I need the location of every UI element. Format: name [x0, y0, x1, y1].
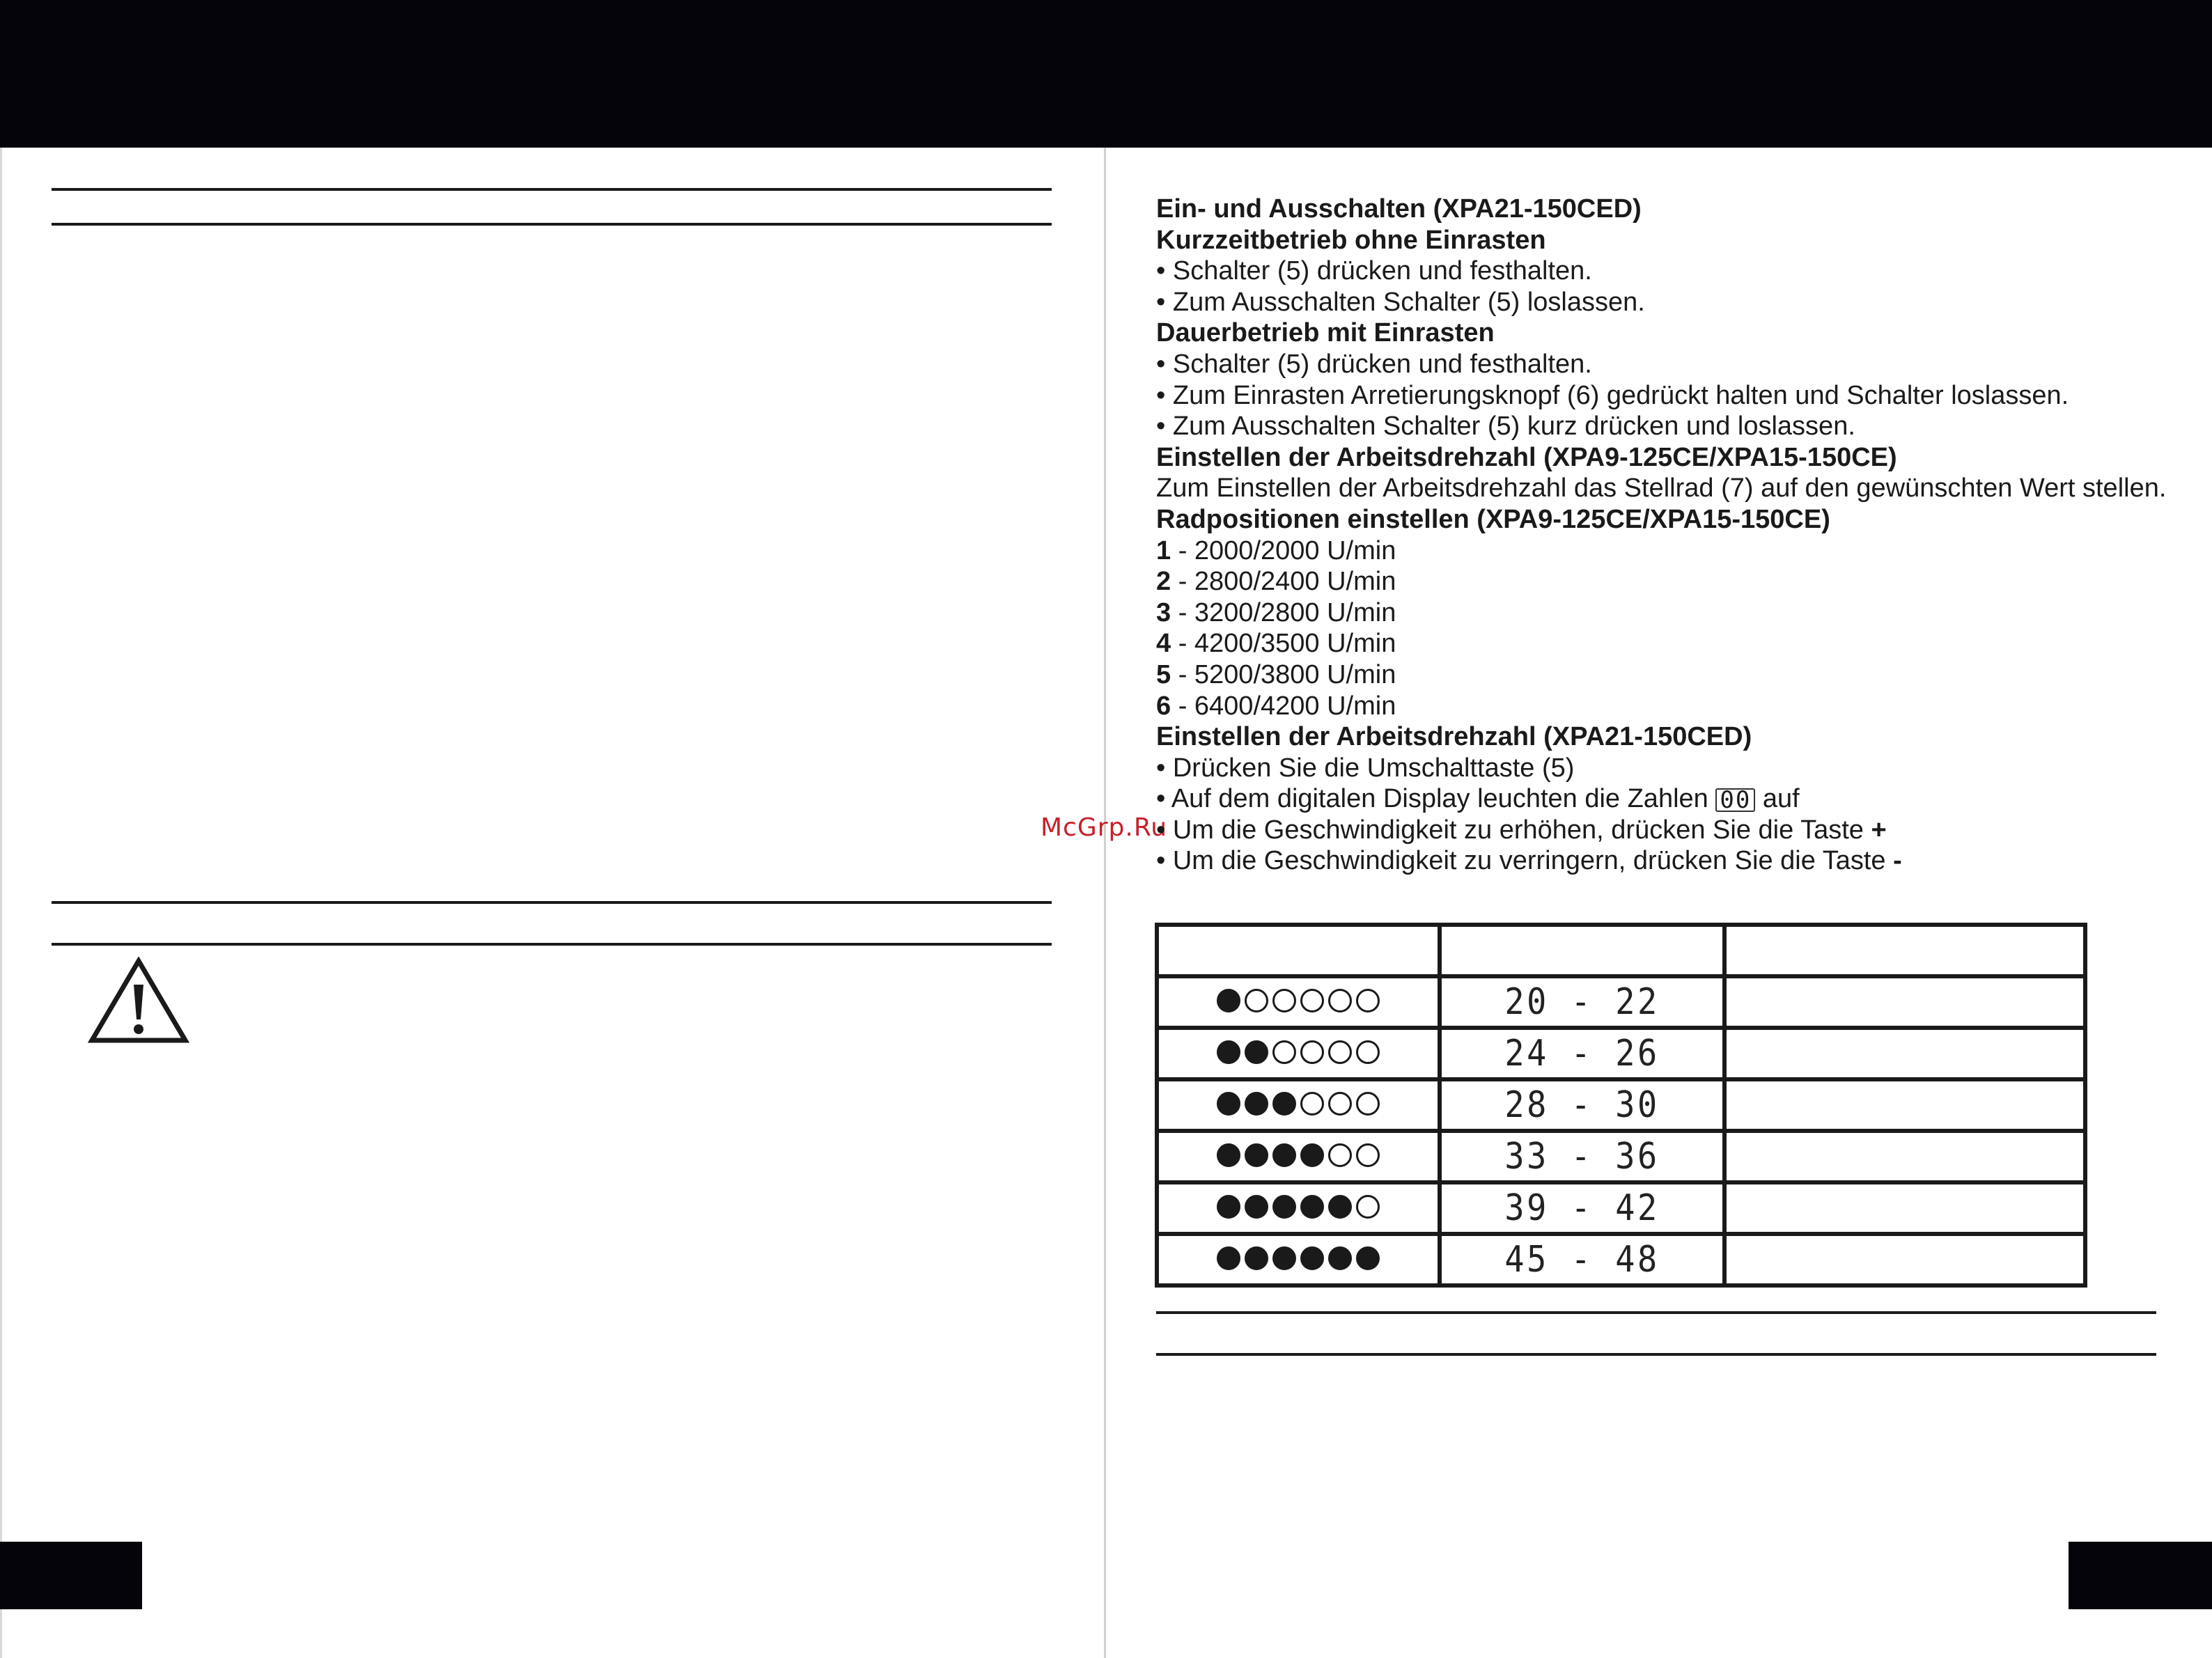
filled-dot-icon — [1328, 1195, 1352, 1219]
heading-continuous-operation: Dauerbetrieb mit Einrasten — [1156, 318, 1495, 348]
filled-dot-icon — [1328, 1246, 1352, 1270]
empty-dot-icon — [1328, 989, 1352, 1012]
speed-setting-text: Zum Einstellen der Arbeitsdrehzahl das Stellrad (7) auf den gewünschten Wert stellen. — [1156, 474, 2167, 503]
left-rule-4 — [52, 943, 1052, 946]
heading-short-operation: Kurzzeitbetrieb ohne Einrasten — [1156, 225, 1546, 255]
header-cell-display — [1440, 925, 1724, 976]
filled-dot-icon — [1356, 1246, 1380, 1270]
short-step-1: • Schalter (5) drücken und festhalten. — [1156, 256, 1592, 286]
right-rule-1 — [1156, 1311, 2156, 1314]
left-page-number-block — [0, 1542, 142, 1609]
level-dots — [1217, 989, 1380, 1012]
filled-dot-icon — [1272, 1195, 1296, 1219]
filled-dot-icon — [1217, 989, 1240, 1012]
filled-dot-icon — [1245, 1246, 1268, 1270]
empty-dot-icon — [1328, 1092, 1352, 1116]
position-value: - 4200/3500 U/min — [1171, 629, 1396, 659]
filled-dot-icon — [1217, 1143, 1240, 1167]
speed-cell — [1724, 1131, 2085, 1182]
empty-dot-icon — [1245, 989, 1268, 1012]
filled-dot-icon — [1300, 1246, 1324, 1270]
left-rule-3 — [52, 901, 1052, 904]
empty-dot-icon — [1272, 989, 1296, 1012]
ced-step-4 — [1156, 845, 2173, 877]
ced-step-2 — [1156, 783, 2173, 815]
filled-dot-icon — [1272, 1143, 1296, 1167]
page-spine — [1104, 148, 1106, 1658]
top-black-band — [0, 0, 2212, 148]
display-range-cell — [1440, 1028, 1724, 1079]
empty-dot-icon — [1300, 989, 1324, 1012]
table-row — [1157, 1079, 2085, 1131]
display-range-cell — [1440, 1234, 1724, 1285]
position-number: 3 — [1156, 597, 1171, 627]
speed-cell — [1724, 1234, 2085, 1285]
position-number: 6 — [1156, 691, 1171, 721]
display-digits-glyph: 00 — [1715, 788, 1755, 812]
position-row — [1156, 535, 2173, 567]
empty-dot-icon — [1356, 989, 1380, 1012]
empty-dot-icon — [1356, 1195, 1380, 1219]
position-value: - 3200/2800 U/min — [1171, 597, 1396, 627]
level-cell — [1157, 1079, 1440, 1131]
display-range: 24 - 26 — [1504, 1033, 1660, 1074]
right-page-number-block — [2069, 1542, 2212, 1609]
level-dots — [1217, 1092, 1380, 1116]
level-cell — [1157, 1028, 1440, 1079]
filled-dot-icon — [1245, 1143, 1268, 1167]
position-row — [1156, 597, 2173, 629]
heading-speed-setting: Einstellen der Arbeitsdrehzahl (XPA9-125CE/XPA15-150CE) — [1156, 442, 1897, 472]
ced-step-2-text: • Auf dem digitalen Display leuchten die Zahlen — [1156, 784, 1716, 814]
position-value: - 2000/2000 U/min — [1171, 535, 1396, 565]
empty-dot-icon — [1300, 1040, 1324, 1064]
position-number: 2 — [1156, 567, 1171, 597]
filled-dot-icon — [1217, 1092, 1240, 1116]
position-row — [1156, 691, 2173, 722]
level-dots — [1217, 1195, 1380, 1219]
speed-cell — [1724, 976, 2085, 1028]
level-dots — [1217, 1143, 1380, 1167]
empty-dot-icon — [1328, 1040, 1352, 1064]
heading-speed-ced: Einstellen der Arbeitsdrehzahl (XPA21-150CED) — [1156, 722, 1752, 752]
empty-dot-icon — [1356, 1092, 1380, 1116]
display-range: 33 - 36 — [1504, 1136, 1660, 1178]
table-row — [1157, 1028, 2085, 1079]
empty-dot-icon — [1356, 1040, 1380, 1064]
cont-step-1: • Schalter (5) drücken und festhalten. — [1156, 349, 1592, 379]
position-row — [1156, 566, 2173, 597]
ced-step-3 — [1156, 815, 2173, 846]
header-cell-speed — [1724, 925, 2085, 976]
empty-dot-icon — [1300, 1092, 1324, 1116]
display-range: 45 - 48 — [1504, 1239, 1660, 1281]
empty-dot-icon — [1356, 1143, 1380, 1167]
display-range-cell — [1440, 1182, 1724, 1234]
short-step-2: • Zum Ausschalten Schalter (5) loslassen. — [1156, 287, 1645, 317]
cont-step-2: • Zum Einrasten Arretierungsknopf (6) gedrückt halten und Schalter loslassen. — [1156, 380, 2069, 410]
display-range: 39 - 42 — [1504, 1187, 1660, 1229]
table-row — [1157, 1182, 2085, 1234]
cont-step-3: • Zum Ausschalten Schalter (5) kurz drücken und loslassen. — [1156, 412, 1855, 441]
filled-dot-icon — [1217, 1246, 1240, 1270]
level-dots — [1217, 1246, 1380, 1270]
position-value: - 6400/4200 U/min — [1171, 691, 1396, 721]
table-row — [1157, 976, 2085, 1028]
watermark: McGrp.Ru — [1041, 813, 1168, 842]
right-rule-2 — [1156, 1353, 2156, 1356]
plus-key: + — [1871, 815, 1887, 845]
position-number: 4 — [1156, 629, 1171, 659]
level-cell — [1157, 1182, 1440, 1234]
display-range-cell — [1440, 1079, 1724, 1131]
filled-dot-icon — [1245, 1040, 1268, 1064]
position-number: 5 — [1156, 659, 1171, 689]
left-rule-2 — [52, 223, 1052, 226]
filled-dot-icon — [1300, 1143, 1324, 1167]
level-cell — [1157, 1131, 1440, 1182]
display-range: 28 - 30 — [1504, 1084, 1660, 1126]
left-page-edge — [0, 148, 2, 1658]
filled-dot-icon — [1272, 1092, 1296, 1116]
display-range-cell — [1440, 976, 1724, 1028]
filled-dot-icon — [1245, 1195, 1268, 1219]
filled-dot-icon — [1245, 1092, 1268, 1116]
level-cell — [1157, 976, 1440, 1028]
left-rule-1 — [52, 188, 1052, 191]
filled-dot-icon — [1217, 1040, 1240, 1064]
position-value: - 5200/3800 U/min — [1171, 659, 1396, 689]
ced-step-3-text: • Um die Geschwindigkeit zu erhöhen, drücken Sie die Taste — [1156, 815, 1871, 845]
position-row — [1156, 628, 2173, 659]
display-range: 20 - 22 — [1504, 981, 1660, 1023]
instructions-text — [1156, 194, 2173, 877]
table-row — [1157, 1131, 2085, 1182]
position-number: 1 — [1156, 535, 1171, 565]
display-range-cell — [1440, 1131, 1724, 1182]
header-cell-level — [1157, 925, 1440, 976]
position-row — [1156, 659, 2173, 691]
speed-cell — [1724, 1028, 2085, 1079]
speed-level-table — [1155, 923, 2087, 1288]
filled-dot-icon — [1300, 1195, 1324, 1219]
heading-switch: Ein- und Ausschalten (XPA21-150CED) — [1156, 194, 1642, 224]
filled-dot-icon — [1272, 1246, 1296, 1270]
speed-cell — [1724, 1182, 2085, 1234]
speed-table-body — [1157, 925, 2085, 1285]
ced-step-4-text: • Um die Geschwindigkeit zu verringern, drücken Sie die Taste — [1156, 846, 1894, 876]
position-value: - 2800/2400 U/min — [1171, 567, 1396, 597]
level-cell — [1157, 1234, 1440, 1285]
table-header-row — [1157, 925, 2085, 976]
empty-dot-icon — [1328, 1143, 1352, 1167]
filled-dot-icon — [1217, 1195, 1240, 1219]
ced-step-2-tail: auf — [1755, 784, 1800, 814]
ced-step-1: • Drücken Sie die Umschalttaste (5) — [1156, 753, 1575, 783]
level-dots — [1217, 1040, 1380, 1064]
empty-dot-icon — [1272, 1040, 1296, 1064]
speed-cell — [1724, 1079, 2085, 1131]
minus-key: - — [1893, 846, 1902, 876]
table-row — [1157, 1234, 2085, 1285]
heading-wheel-positions: Radpositionen einstellen (XPA9-125CE/XPA15-150CE) — [1156, 504, 1830, 534]
warning-icon — [88, 957, 189, 1045]
